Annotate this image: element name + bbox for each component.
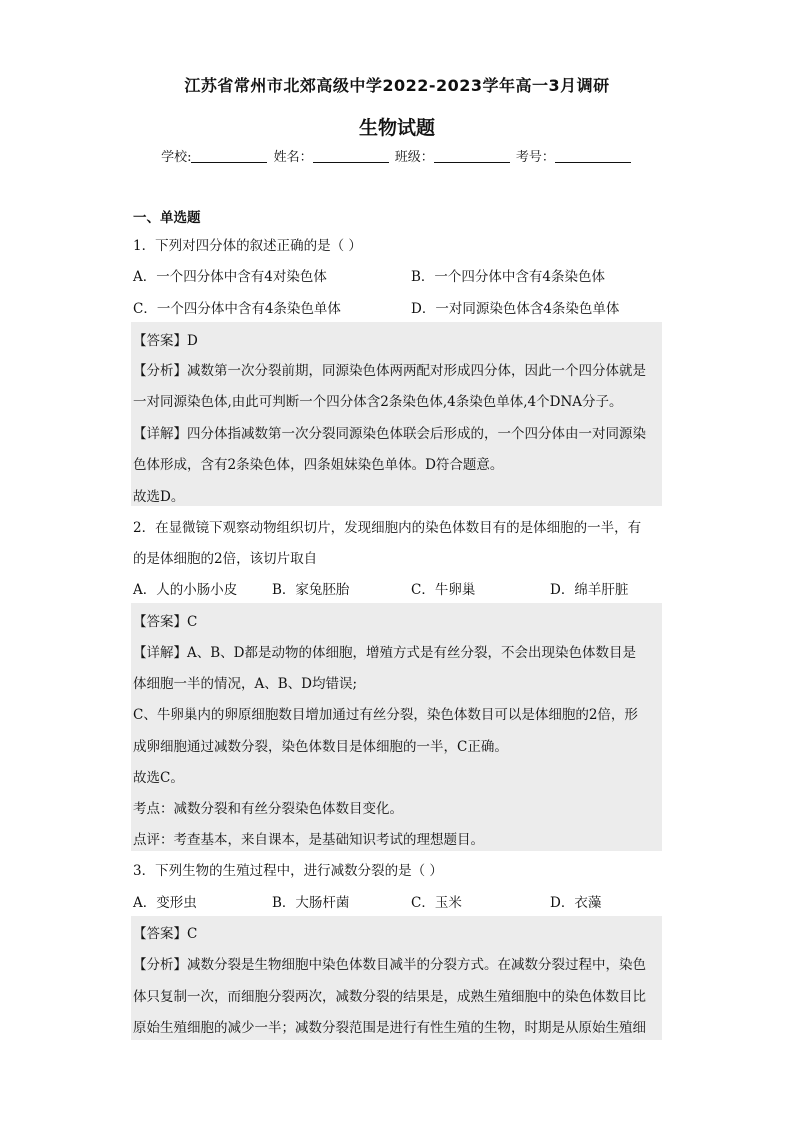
q1-detail-line-2: 色体形成，含有2条染色体，四条姐妹染色单体。D符合题意。 — [133, 457, 504, 473]
q3-option-a: A．变形虫 — [133, 895, 197, 911]
exam-subtitle: 生物试题 — [358, 117, 435, 139]
q1-answer-block — [131, 322, 662, 506]
school-blank[interactable] — [191, 148, 267, 163]
q1-choose: 故选D。 — [133, 489, 185, 505]
section-heading: 一、单选题 — [133, 210, 201, 226]
q1-option-c: C．一个四分体中含有4条染色单体 — [133, 301, 341, 317]
q2-option-c: C．牛卵巢 — [411, 582, 476, 598]
q3-option-c: C．玉米 — [411, 895, 462, 911]
q3-option-b: B．大肠杆菌 — [272, 895, 350, 911]
q2-detail-line-1: 【详解】A、B、D都是动物的体细胞，增殖方式是有丝分裂，不会出现染色体数目是 — [133, 645, 636, 661]
q3-option-d: D．衣藻 — [550, 895, 602, 911]
class-blank[interactable] — [434, 148, 510, 163]
q2-detail-line-4: 成卵细胞通过减数分裂，染色体数目是体细胞的一半，C正确。 — [133, 739, 508, 755]
q1-option-a: A．一个四分体中含有4对染色体 — [133, 269, 327, 285]
q2-option-a: A．人的小肠小皮 — [133, 582, 238, 598]
q2-answer: 【答案】C — [133, 614, 198, 630]
q1-option-b: B．一个四分体中含有4条染色体 — [411, 269, 606, 285]
q2-detail-line-2: 体细胞一半的情况，A、B、D均错误; — [133, 676, 358, 692]
class-label: 班级： — [394, 150, 434, 165]
q2-stem-line-1: 2．在显微镜下观察动物组织切片，发现细胞内的染色体数目有的是体细胞的一半，有 — [133, 520, 642, 536]
q3-stem: 3．下列生物的生殖过程中，进行减数分裂的是（ ） — [133, 863, 443, 879]
q2-kaodian: 考点：减数分裂和有丝分裂染色体数目变化。 — [133, 801, 403, 817]
q1-option-d: D．一对同源染色体含4条染色单体 — [411, 301, 620, 317]
q2-detail-line-3: C、牛卵巢内的卵原细胞数目增加通过有丝分裂，染色体数目可以是体细胞的2倍，形 — [133, 707, 638, 723]
q2-stem-line-2: 的是体细胞的2倍，该切片取自 — [133, 551, 318, 567]
q2-option-b: B．家兔胚胎 — [272, 582, 350, 598]
q2-choose: 故选C。 — [133, 770, 184, 786]
q1-analysis-line-1: 【分析】减数第一次分裂前期，同源染色体两两配对形成四分体，因此一个四分体就是 — [133, 363, 646, 379]
q2-option-d: D．绵羊肝脏 — [550, 582, 629, 598]
student-info-line — [0, 146, 794, 165]
q1-answer: 【答案】D — [133, 333, 198, 349]
exam-title: 江苏省常州市北郊高级中学2022-2023学年高一3月调研 — [184, 76, 610, 95]
q3-analysis-line-2: 体只复制一次，而细胞分裂两次，减数分裂的结果是，成熟生殖细胞中的染色体数目比 — [133, 989, 646, 1005]
q1-detail-line-1: 【详解】四分体指减数第一次分裂同源染色体联会后形成的，一个四分体由一对同源染 — [133, 426, 646, 442]
q1-stem: 1．下列对四分体的叙述正确的是（ ） — [133, 238, 362, 254]
exam-number-blank[interactable] — [555, 148, 631, 163]
exam-number-label: 考号： — [515, 150, 555, 165]
school-label: 学校: — [161, 150, 192, 165]
q2-dianping: 点评：考查基本，来自课本，是基础知识考试的理想题目。 — [133, 832, 484, 848]
q3-analysis-line-3: 原始生殖细胞的减少一半；减数分裂范围是进行有性生殖的生物，时期是从原始生殖细 — [133, 1020, 646, 1036]
q1-analysis-line-2: 一对同源染色体,由此可判断一个四分体含2条染色体,4条染色单体,4个DNA分子。 — [133, 394, 623, 410]
q3-analysis-line-1: 【分析】减数分裂是生物细胞中染色体数目减半的分裂方式。在减数分裂过程中，染色 — [133, 957, 646, 973]
q3-answer: 【答案】C — [133, 926, 198, 942]
name-label: 姓名： — [273, 150, 313, 165]
name-blank[interactable] — [313, 148, 389, 163]
